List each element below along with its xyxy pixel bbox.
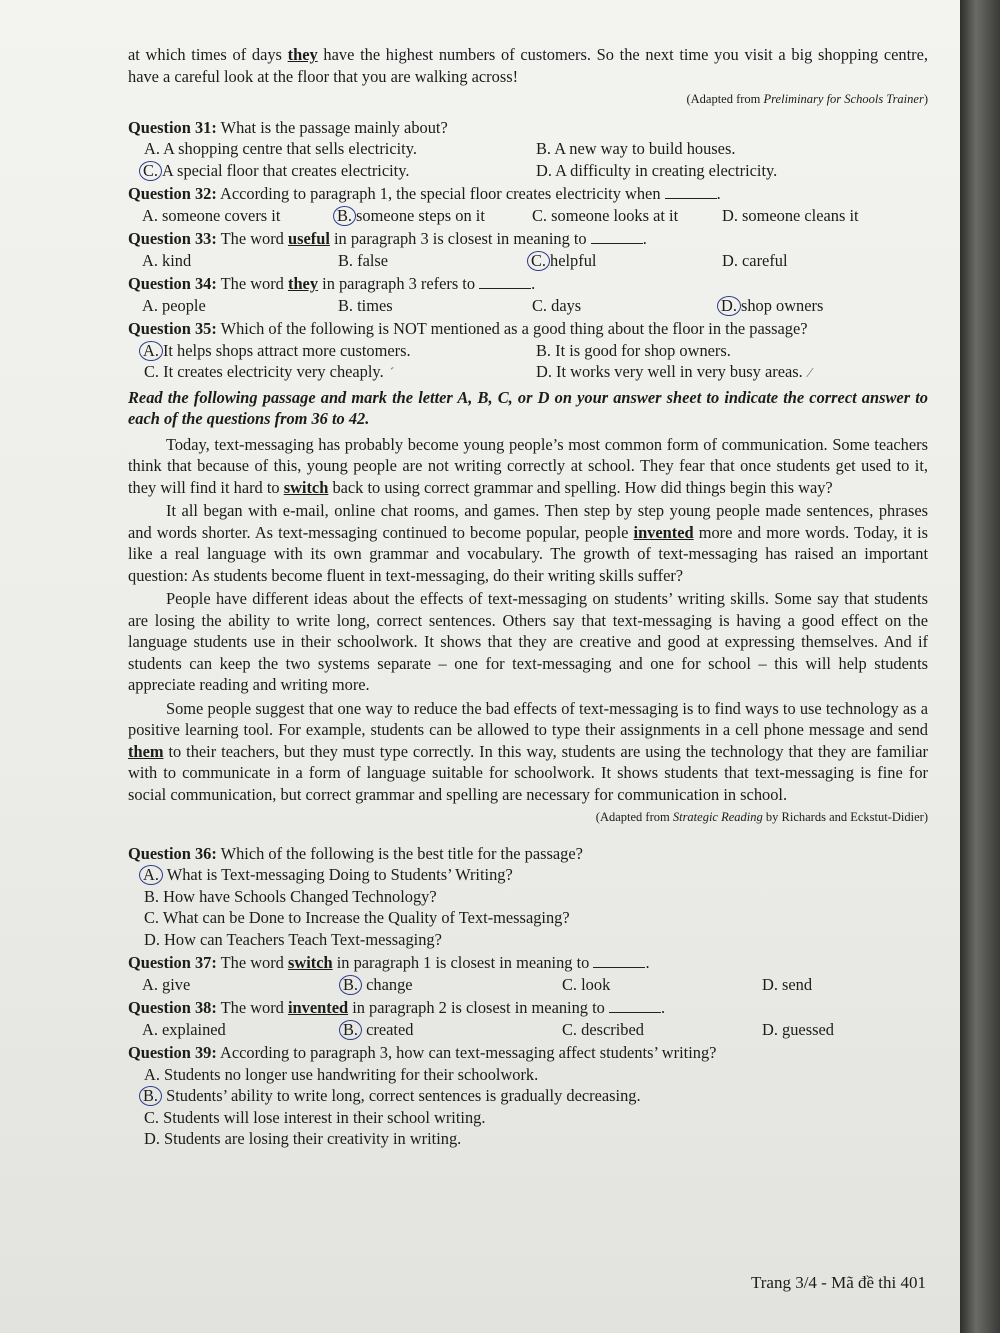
source-citation-2 [128,807,928,829]
passage-paragraph-2 [128,500,928,586]
q39-option-b[interactable] [144,1085,928,1107]
q32-option-c[interactable]: C. someone looks at it [532,205,679,225]
q38-post: in paragraph 2 is closest in meaning to [352,998,605,1017]
passage-paragraph-3: People have different ideas about the effects of text-messaging on students’ writing skills. Some say that students are losing the ability to write long, correct sentences. Others say that text-messaging is having a good effect on the language students use in their schoolwork. It shows that they are creative and good at expressing themselves. And if students can keep the two systems separate – one for text-messaging and one for school – this will help students appreciate reading and writing more. [128,589,928,694]
q34-option-c[interactable]: C. days [532,295,582,315]
q36-option-b[interactable]: B. How have Schools Changed Technology? [144,886,437,906]
q38-option-b[interactable] [344,1019,562,1041]
q37-option-a[interactable]: A. give [142,974,191,994]
p4-pre: Some people suggest that one way to reduce the bad effects of text-messaging is to find ways to use technology as a positive learning tool. For example, students can be allowed to type their assignments in a cell phone message and send [128,698,928,739]
q35-circle-mark: A. [139,341,163,361]
q37-option-b-text: change [366,974,413,994]
background-surface [960,0,1000,1333]
pencil-tick-mark: ´ [389,366,395,381]
q34-post: in paragraph 3 refers to [322,274,476,293]
question-38: Question 38: The word invented in paragraph 2 is closest in meaning to . A. explained B. created C. described D. guessed [128,997,928,1040]
question-34: Question 34: The word they in paragraph 3 refers to . A. people B. times C. days D. shop owners [128,273,928,316]
q31-circle-mark: C. [139,161,162,181]
p4-underlined-word: them [128,741,164,761]
p1-underlined-word: switch [283,477,329,497]
q35-option-d-text: D. It works very well in very busy areas. [536,362,803,381]
q33-option-a[interactable]: A. kind [142,250,192,270]
q35-option-a[interactable] [144,340,536,362]
q35-option-a-text: It helps shops attract more customers. [162,340,411,360]
q32-text: According to paragraph 1, the special floor creates electricity when [220,184,661,203]
q31-text: What is the passage mainly about? [220,117,448,137]
q33-post: in paragraph 3 is closest in meaning to [334,229,587,248]
q36-circle-mark: A. [139,865,163,885]
q31-label: Question 31: [128,117,217,137]
p4-post: to their teachers, but they must type correctly. In this way, students are using the technology that they are familiar with to communicate in a form of language suitable for schoolwork. It shows students that text-messaging is fine for social communication, but correct grammar and spelling are necessary for communication in school. [128,741,928,804]
intro-text-post: have the highest numbers of customers. So the next time you visit a big shopping centre, have a careful look at the floor that you are walking across! [128,45,928,86]
q32-label: Question 32: [128,184,217,203]
q38-option-b-text: created [366,1019,414,1039]
q34-circle-mark: D. [717,296,741,316]
q39-text: According to paragraph 3, how can text-messaging affect students’ writing? [220,1043,717,1062]
q33-option-c-text: helpful [550,250,597,270]
question-35 [128,318,928,385]
intro-paragraph-tail [128,44,928,87]
q34-label: Question 34: [128,274,217,293]
q33-option-d[interactable]: D. careful [722,250,788,270]
q39-label: Question 39: [128,1043,217,1062]
q33-label: Question 33: [128,229,217,248]
question-37: Question 37: The word switch in paragraph 1 is closest in meaning to . A. give B. change C. look D. send [128,952,928,995]
question-36 [128,843,928,951]
q37-post: in paragraph 1 is closest in meaning to [336,953,590,972]
q33-pre: The word [220,229,284,248]
q36-label: Question 36: [128,843,217,863]
q33-circle-mark: C. [527,251,550,271]
q35-label: Question 35: [128,319,217,338]
q31-option-c[interactable] [144,160,536,182]
q39-option-d[interactable]: D. Students are losing their creativity in writing. [144,1129,462,1148]
page-content [128,44,928,1150]
question-39 [128,1042,928,1150]
q37-option-b[interactable] [344,974,562,996]
q36-option-d[interactable]: D. How can Teachers Teach Text-messaging? [144,929,442,949]
q31-option-a[interactable]: A. A shopping centre that sells electricity. [144,139,417,158]
q34-option-d[interactable] [722,295,928,317]
q32-option-a[interactable]: A. someone covers it [142,205,281,225]
source2-post: by Richards and Eckstut-Didier) [765,810,928,824]
source-citation-1 [128,89,928,111]
p1-pre: Today, text-messaging has probably become young people’s most common form of communication. Some teachers think that because of this, young people are not writing correctly at school. They fear that once students get used to it, they will find it hard to [128,434,928,497]
pencil-tick-mark: ⁄ [808,366,812,381]
q32-option-b[interactable] [338,205,532,227]
source2-title: Strategic Reading [672,810,763,824]
question-33: Question 33: The word useful in paragraph 3 is closest in meaning to . A. kind B. false C. helpful D. careful [128,228,928,271]
q39-option-b-text: Students’ ability to write long, correct sentences is gradually decreasing. [166,1086,641,1105]
q38-circle-mark: B. [339,1020,362,1040]
q35-option-c[interactable] [144,361,536,385]
passage-paragraph-4 [128,698,928,806]
q37-circle-mark: B. [339,975,362,995]
q38-option-d[interactable]: D. guessed [762,1019,834,1039]
q38-blank [609,998,661,1013]
q34-option-a[interactable]: A. people [142,295,206,315]
p2-underlined-word: invented [633,522,694,542]
p1-post: back to using correct grammar and spelling. How did things begin this way? [332,477,833,497]
passage-paragraph-1 [128,434,928,499]
question-31 [128,117,928,182]
q37-pre: The word [220,953,284,972]
page-footer: Trang 3/4 - Mã đề thi 401 [750,1273,926,1292]
section-instruction: Read the following passage and mark the letter A, B, C, or D on your answer sheet to indicate the correct answer to each of the questions from 36 to 42. [128,387,928,428]
q37-underlined-word: switch [287,953,333,972]
q39-option-a[interactable]: A. Students no longer use handwriting for their schoolwork. [144,1064,539,1084]
q36-option-a-text: What is Text-messaging Doing to Students’ Writing? [166,865,513,884]
q37-label: Question 37: [128,953,217,972]
q33-blank [591,229,643,244]
q32-circle-mark: B. [333,206,356,226]
q36-option-a[interactable] [144,864,928,886]
q39-option-c[interactable]: C. Students will lose interest in their school writing. [144,1107,486,1127]
q35-text: Which of the following is NOT mentioned as a good thing about the floor in the passage? [220,319,808,338]
q39-circle-mark: B. [139,1086,162,1106]
q38-label: Question 38: [128,998,217,1017]
q38-underlined-word: invented [287,998,349,1017]
q32-option-d[interactable]: D. someone cleans it [722,205,859,225]
q37-option-d[interactable]: D. send [762,974,813,994]
q32-option-b-text: someone steps on it [356,205,485,225]
question-32: Question 32: According to paragraph 1, the special floor creates electricity when . A. someone covers it B. someone steps on it C. someone looks at it D. someone cleans it [128,183,928,226]
p2-post: more and more words. Today, it is like a real language with its own grammar and vocabulary. The growth of text-messaging has raised an important question: As students become fluent in text-messaging, do their writing skills suffer? [128,522,929,585]
q31-option-b[interactable]: B. A new way to build houses. [536,139,736,158]
q35-option-c-text: C. It creates electricity very cheaply. [144,362,384,381]
q35-option-b[interactable]: B. It is good for shop owners. [536,340,731,360]
source2-pre: (Adapted from [595,810,670,824]
q33-option-b[interactable]: B. false [338,250,389,270]
q31-option-c-text: A special floor that creates electricity. [162,160,410,180]
p2-pre: It all began with e-mail, online chat rooms, and games. Then step by step young people made sentences, phrases and words shorter. As text-messaging continued to become popular, people [128,501,928,542]
intro-underlined-word: they [287,45,318,64]
q38-pre: The word [220,998,284,1017]
intro-text-pre: at which times of days [128,45,282,64]
q31-option-d[interactable]: D. A difficulty in creating electricity. [536,160,778,180]
q33-option-c[interactable] [532,250,722,272]
q38-option-c[interactable]: C. described [562,1019,644,1039]
q35-option-d[interactable] [536,361,928,385]
q34-option-b[interactable]: B. times [338,295,393,315]
source1-title: Preliminary for Schools Trainer [763,92,924,106]
q37-option-c[interactable]: C. look [562,974,611,994]
q34-underlined-word: they [287,274,319,293]
q34-pre: The word [220,274,284,293]
q36-option-c[interactable]: C. What can be Done to Increase the Quality of Text-messaging? [144,908,570,927]
source1-post: ) [923,92,928,106]
q34-blank [479,274,531,289]
q37-blank [593,953,645,968]
q36-text: Which of the following is the best title for the passage? [220,843,583,863]
source1-pre: (Adapted from [686,92,761,106]
q32-blank [665,184,717,199]
q33-underlined-word: useful [287,229,330,248]
q38-option-a[interactable]: A. explained [142,1019,226,1039]
q34-option-d-text: shop owners [740,295,824,315]
